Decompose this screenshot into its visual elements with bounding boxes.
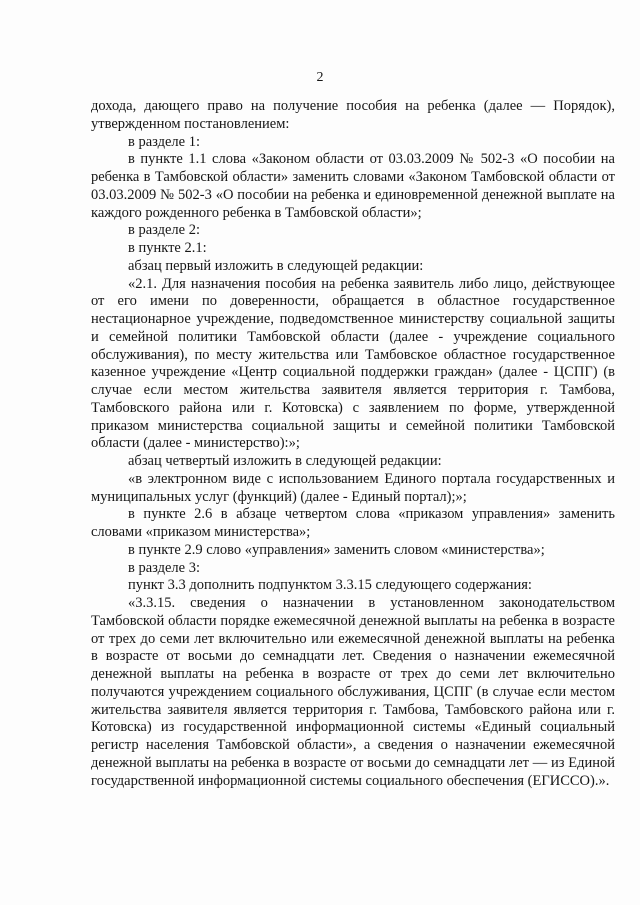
paragraph-first-abzats: абзац первый изложить в следующей редакции: — [128, 257, 424, 274]
page-number: 2 — [316, 70, 324, 85]
paragraph-fourth-abzats: абзац четвертый изложить в следующей редакции: — [128, 453, 442, 469]
paragraph-item-1-1: в пункте 1.1 слова «Законом области от 03.03.2009 № 502-3 «О пособии на ребенка в Тамбовской области» заменить словами «Законом Тамбовской области от 03.03.2009 № 502-3 «О пособии на ребенка и единовременной денежной выплате на каждого рожденного ребенка в Тамбовской области»; — [91, 151, 615, 221]
document-body — [91, 98, 615, 790]
paragraph-item-2-1: в пункте 2.1: — [128, 240, 207, 256]
paragraph-item-3-3: пункт 3.3 дополнить подпунктом 3.3.15 следующего содержания: — [128, 577, 532, 594]
paragraph-item-2-9: в пункте 2.9 слово «управления» заменить словом «министерства»; — [128, 541, 545, 558]
paragraph-section-2: в разделе 2: — [128, 222, 201, 239]
paragraph-electronic-form: «в электронном виде с использованием Единого портала государственных и муниципальных услуг (функций) (далее - Единый портал);»; — [91, 470, 615, 505]
paragraph-intro: дохода, дающего право на получение пособия на ребенка (далее — Порядок), утвержденном постановлением: — [91, 98, 615, 132]
paragraph-item-2-6: в пункте 2.6 в абзаце четвертом слова «приказом управления» заменить словами «приказом министерства»; — [91, 506, 615, 540]
paragraph-item-3-3-15: «3.3.15. сведения о назначении в установленном законодательством Тамбовской области порядке ежемесячной денежной выплаты на ребенка в возрасте от трех до семи лет включительно или ежемесячной денежной выплаты на ребенка в возрасте от восьми до семнадцати лет. Сведения о назначении ежемесячной денежной выплаты на ребенка в возрасте от трех до семи лет включительно получаются учреждением социального обслуживания, ЦСПГ (в случае если местом жительства заявителя является территория г. Тамбова, Тамбовского района или г. Котовска) из государственной информационной системы «Единый социальный регистр населения Тамбовской области», а сведения о назначении ежемесячной денежной выплаты на ребенка в возрасте от восьми до семнадцати лет — из Единой государственной информационной системы социального обеспечения (ЕГИССО).». — [91, 595, 615, 789]
paragraph-item-2-1-text: «2.1. Для назначения пособия на ребенка заявитель либо лицо, действующее от его имени по доверенности, обращается в областное государственное нестационарное учреждение, подведомственное министерству социальной защиты и семейной политики Тамбовской области (далее - учреждение социального обслуживания), по месту жительства или Тамбовское областное государственное казенное учреждение «Центр социальной поддержки граждан» (далее - ЦСПГ) (в случае если местом жительства заявителя является территория г. Тамбова, Тамбовского района или г. Котовска) с заявлением по форме, утвержденной приказом министерства социальной защиты и семейной политики Тамбовской области (далее - министерство):»; — [91, 275, 615, 452]
paragraph-section-1: в разделе 1: — [128, 133, 201, 150]
paragraph-section-3: в разделе 3: — [128, 559, 201, 576]
